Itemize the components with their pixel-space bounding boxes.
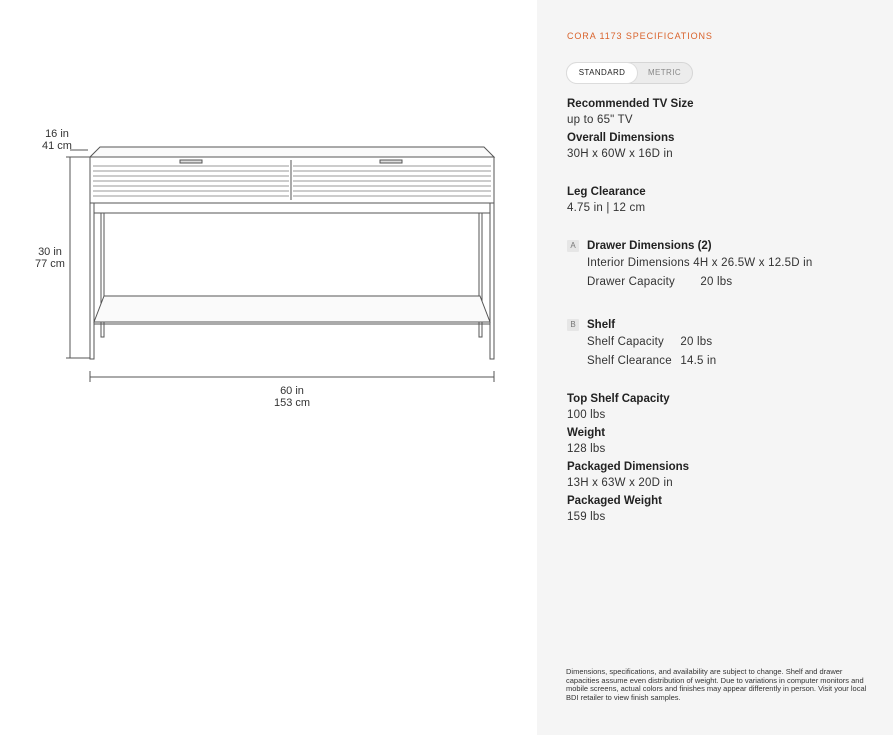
packaged-weight-label: Packaged Weight: [567, 495, 663, 507]
leg-clearance-label: Leg Clearance: [567, 186, 646, 198]
shelf-label: Shelf: [587, 319, 616, 331]
drawer-interior-row: [587, 254, 887, 273]
metric-unit-button[interactable]: METRIC: [647, 68, 682, 77]
top-shelf-capacity-value: 100 lbs: [567, 409, 606, 421]
shelf-heading: [567, 317, 887, 333]
width-dimension-label: [262, 385, 322, 409]
shelf-clearance-label: Shelf Clearance: [587, 355, 672, 367]
standard-unit-button[interactable]: STANDARD: [567, 63, 637, 83]
shelf-capacity-value: 20 lbs: [680, 336, 713, 348]
drawer-marker-badge: A: [567, 240, 579, 252]
spec-list: [567, 96, 887, 527]
recommended-tv-value: up to 65" TV: [567, 114, 633, 126]
drawer-dimensions-heading: [567, 238, 887, 254]
drawer-capacity-row: [587, 273, 887, 292]
weight-value: 128 lbs: [567, 443, 606, 455]
width-metric: 153 cm: [273, 397, 311, 409]
width-imperial: 60 in: [280, 385, 304, 397]
depth-dimension-label: [37, 128, 77, 152]
height-dimension-label: [30, 246, 70, 270]
shelf-capacity-row: [587, 333, 887, 352]
depth-imperial: 16 in: [45, 128, 69, 140]
overall-dimensions-value: 30H x 60W x 16D in: [567, 148, 673, 160]
shelf-capacity-label: Shelf Capacity: [587, 336, 664, 348]
drawer-capacity-value: 20 lbs: [700, 276, 733, 288]
weight-label: Weight: [567, 427, 606, 439]
drawer-capacity-label: Drawer Capacity: [587, 276, 675, 288]
shelf-clearance-value: 14.5 in: [680, 355, 717, 367]
drawer-interior-value: 4H x 26.5W x 12.5D in: [693, 257, 813, 269]
drawer-dimensions-label: Drawer Dimensions (2): [587, 240, 712, 252]
height-imperial: 30 in: [38, 246, 62, 258]
packaged-dimensions-value: 13H x 63W x 20D in: [567, 477, 673, 489]
overall-dimensions-label: Overall Dimensions: [567, 132, 675, 144]
shelf-marker-badge: B: [567, 319, 579, 331]
drawer-interior-label: Interior Dimensions: [587, 257, 690, 269]
disclaimer-text: Dimensions, specifications, and availability are subject to change. Shelf and drawer capacities assume even distribution of weight. Due to variations in computer monitors and mobile screens, actual colors and finishes may appear differently in person. Visit your local BDI retailer to view finish samples.: [566, 667, 867, 702]
top-shelf-capacity-label: Top Shelf Capacity: [567, 393, 670, 405]
specifications-panel: [537, 0, 893, 735]
packaged-dimensions-label: Packaged Dimensions: [567, 461, 690, 473]
packaged-weight-value: 159 lbs: [567, 511, 606, 523]
shelf-clearance-row: [587, 352, 887, 371]
leg-clearance-value: 4.75 in | 12 cm: [567, 202, 646, 214]
depth-metric: 41 cm: [42, 140, 72, 152]
height-metric: 77 cm: [35, 258, 65, 270]
unit-toggle: [566, 62, 693, 84]
recommended-tv-label: Recommended TV Size: [567, 98, 694, 110]
specifications-title: CORA 1173 SPECIFICATIONS: [567, 31, 713, 41]
